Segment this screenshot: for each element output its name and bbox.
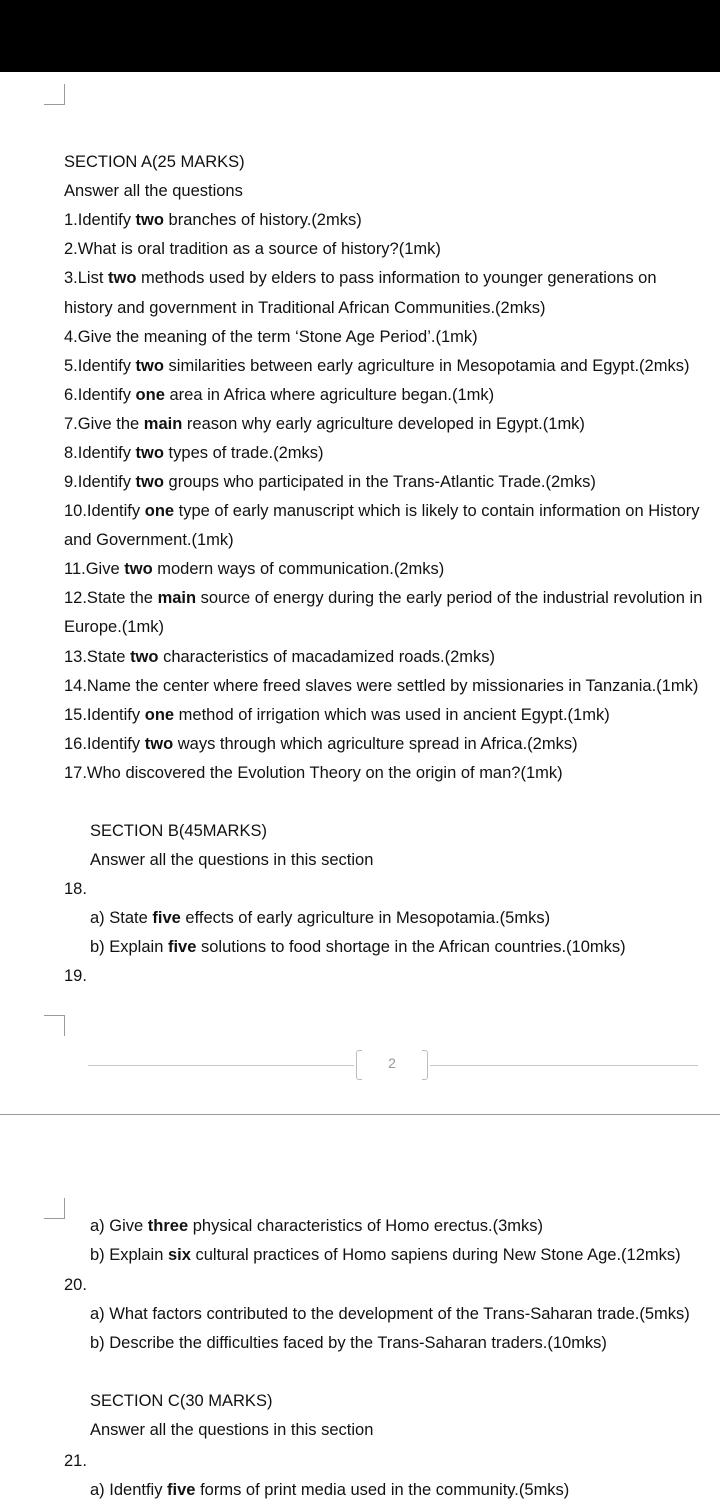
- line-q20: [64, 1274, 87, 1296]
- text-segment: and Government.(1mk): [64, 531, 234, 549]
- line-q20a: [90, 1303, 690, 1325]
- text-segment: Answer all the questions: [64, 182, 243, 200]
- line-q3a: [64, 267, 657, 289]
- bold-keyword: two: [135, 357, 164, 375]
- text-segment: type of early manuscript which is likely to contain information on History: [174, 502, 700, 520]
- text-segment: effects of early agriculture in Mesopotamia.(5mks): [180, 909, 551, 927]
- text-segment: 15.Identify: [64, 706, 145, 724]
- bold-keyword: two: [135, 473, 164, 491]
- bold-keyword: one: [135, 386, 165, 404]
- bold-keyword: two: [108, 269, 137, 287]
- page-number-box: [356, 1050, 428, 1080]
- text-segment: a) State: [90, 909, 153, 927]
- bold-keyword: two: [135, 444, 164, 462]
- text-segment: source of energy during the early period of the industrial revolution in: [196, 589, 703, 607]
- bold-keyword: two: [124, 560, 153, 578]
- footer-rule-left: [88, 1065, 354, 1066]
- text-segment: 13.State: [64, 648, 131, 666]
- page-corner-mark-top-left-page3: [44, 1198, 65, 1219]
- line-q21: [64, 1450, 87, 1472]
- text-segment: solutions to food shortage in the African countries.(10mks): [196, 938, 626, 956]
- text-segment: ways through which agriculture spread in Africa.(2mks): [173, 735, 578, 753]
- text-segment: a) Give: [90, 1217, 148, 1235]
- text-segment: 8.Identify: [64, 444, 136, 462]
- text-segment: 7.Give the: [64, 415, 144, 433]
- line-secC-title: [90, 1390, 272, 1412]
- line-q18a: [90, 907, 550, 929]
- text-segment: SECTION C(30 MARKS): [90, 1392, 273, 1410]
- line-q13: [64, 646, 495, 668]
- line-q1: [64, 209, 362, 231]
- text-segment: 5.Identify: [64, 357, 136, 375]
- page-separator: [0, 1114, 720, 1115]
- bold-keyword: one: [144, 502, 175, 520]
- line-q12b: [64, 616, 164, 638]
- line-q3b: [64, 297, 545, 319]
- line-q15: [64, 704, 610, 726]
- text-segment: 12.State the: [64, 589, 158, 607]
- text-segment: 16.Identify: [64, 735, 145, 753]
- text-segment: branches of history.(2mks): [163, 211, 362, 229]
- text-segment: a) Identfiy: [90, 1481, 168, 1499]
- page-number-bracket-right: [422, 1050, 428, 1080]
- line-q20b: [90, 1332, 607, 1354]
- bold-keyword: six: [167, 1246, 191, 1264]
- line-secA-instr: [64, 180, 243, 202]
- text-segment: 1.Identify: [64, 211, 136, 229]
- text-segment: history and government in Traditional African Communities.(2mks): [64, 299, 546, 317]
- bold-keyword: two: [144, 735, 174, 753]
- text-segment: similarities between early agriculture in Mesopotamia and Egypt.(2mks): [163, 357, 690, 375]
- text-segment: 9.Identify: [64, 473, 136, 491]
- text-segment: SECTION B(45MARKS): [90, 822, 267, 840]
- page-corner-mark-top-left: [44, 84, 65, 105]
- text-segment: 20.: [64, 1276, 87, 1294]
- text-segment: method of irrigation which was used in ancient Egypt.(1mk): [174, 706, 610, 724]
- line-q18: [64, 878, 87, 900]
- line-q19b: [90, 1244, 681, 1266]
- top-black-bar: [0, 0, 720, 72]
- line-q16: [64, 733, 578, 755]
- bold-keyword: three: [147, 1217, 189, 1235]
- bold-keyword: five: [152, 909, 181, 927]
- line-secB-title: [90, 820, 267, 842]
- line-q10a: [64, 500, 700, 522]
- footer-rule-right: [430, 1065, 698, 1066]
- line-q21a: [90, 1479, 569, 1501]
- page-number: 2: [388, 1055, 396, 1071]
- bold-keyword: five: [167, 938, 197, 956]
- line-q4: [64, 326, 478, 348]
- text-segment: Answer all the questions in this section: [90, 1421, 374, 1439]
- line-q18b: [90, 936, 626, 958]
- text-segment: 17.Who discovered the Evolution Theory on the origin of man?(1mk): [64, 764, 563, 782]
- line-secA-title: [64, 151, 245, 173]
- bold-keyword: main: [157, 589, 197, 607]
- line-q12a: [64, 587, 702, 609]
- line-q19: [64, 965, 87, 987]
- text-segment: a) What factors contributed to the development of the Trans-Saharan trade.(5mks): [90, 1305, 690, 1323]
- text-segment: physical characteristics of Homo erectus.(3mks): [188, 1217, 543, 1235]
- bold-keyword: one: [144, 706, 175, 724]
- text-segment: forms of print media used in the community.(5mks): [195, 1481, 570, 1499]
- text-segment: b) Describe the difficulties faced by the Trans-Saharan traders.(10mks): [90, 1334, 607, 1352]
- page-corner-mark-bottom-left: [44, 1015, 65, 1036]
- line-q17: [64, 762, 563, 784]
- text-segment: characteristics of macadamized roads.(2mks): [158, 648, 496, 666]
- text-segment: reason why early agriculture developed in Egypt.(1mk): [182, 415, 585, 433]
- bold-keyword: two: [130, 648, 159, 666]
- text-segment: SECTION A(25 MARKS): [64, 153, 245, 171]
- text-segment: methods used by elders to pass information to younger generations on: [136, 269, 657, 287]
- text-segment: 19.: [64, 967, 87, 985]
- text-segment: 21.: [64, 1452, 87, 1470]
- text-segment: 4.Give the meaning of the term ‘Stone Age Period’.(1mk): [64, 328, 478, 346]
- line-q2: [64, 238, 441, 260]
- text-segment: cultural practices of Homo sapiens during New Stone Age.(12mks): [190, 1246, 681, 1264]
- line-q19a: [90, 1215, 543, 1237]
- text-segment: b) Explain: [90, 1246, 168, 1264]
- line-q14: [64, 675, 698, 697]
- text-segment: 11.Give: [64, 560, 125, 578]
- text-segment: modern ways of communication.(2mks): [152, 560, 445, 578]
- bold-keyword: two: [135, 211, 164, 229]
- text-segment: Europe.(1mk): [64, 618, 164, 636]
- line-q7: [64, 413, 585, 435]
- line-secB-instr: [90, 849, 373, 871]
- line-q5: [64, 355, 689, 377]
- line-q11: [64, 558, 444, 580]
- text-segment: 14.Name the center where freed slaves were settled by missionaries in Tanzania.(1mk): [64, 677, 699, 695]
- text-segment: Answer all the questions in this section: [90, 851, 374, 869]
- text-segment: 10.Identify: [64, 502, 145, 520]
- text-segment: 3.List: [64, 269, 109, 287]
- text-segment: 18.: [64, 880, 87, 898]
- text-segment: groups who participated in the Trans-Atlantic Trade.(2mks): [163, 473, 596, 491]
- text-segment: area in Africa where agriculture began.(1mk): [164, 386, 495, 404]
- line-q6: [64, 384, 494, 406]
- line-secC-instr: [90, 1419, 373, 1441]
- line-q8: [64, 442, 324, 464]
- bold-keyword: main: [143, 415, 183, 433]
- bold-keyword: five: [167, 1481, 196, 1499]
- text-segment: 2.What is oral tradition as a source of history?(1mk): [64, 240, 441, 258]
- line-q9: [64, 471, 596, 493]
- line-q10b: [64, 529, 234, 551]
- text-segment: 6.Identify: [64, 386, 136, 404]
- text-segment: types of trade.(2mks): [163, 444, 324, 462]
- text-segment: b) Explain: [90, 938, 168, 956]
